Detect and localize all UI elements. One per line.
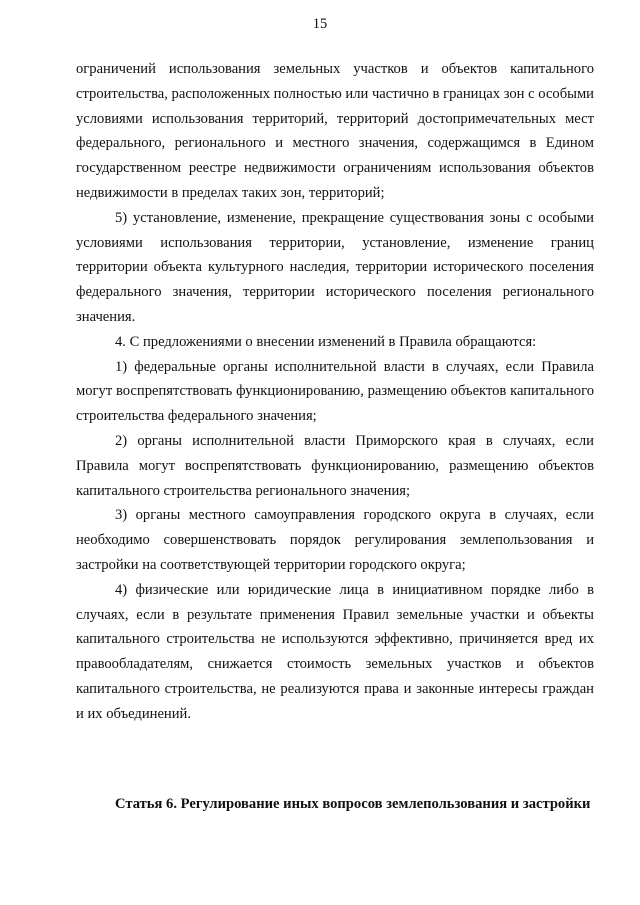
paragraph-item-5: 5) установление, изменение, прекращение существования зоны с особыми условиями использования территории, установление, изменение границ территории объекта культурного наследия, территории исторического поселения федерального значения, территории исторического поселения регионального значения. <box>76 209 594 325</box>
paragraph-item-1: 1) федеральные органы исполнительной власти в случаях, если Правила могут воспрепятствовать функционированию, размещению объектов капитального строительства федерального значения; <box>76 358 594 425</box>
paragraph-continuation: ограничений использования земельных участков и объектов капитального строительства, расположенных полностью или частично в границах зон с особыми условиями использования территорий, территорий достопримечательных мест федерального, регионального и местного значения, содержащимся в Едином государственном реестре недвижимости ограничениям использования объектов недвижимости в пределах таких зон, территорий; <box>76 61 594 201</box>
paragraph-section-4: 4. С предложениями о внесении изменений в Правила обращаются: <box>115 333 537 350</box>
paragraph-item-2: 2) органы исполнительной власти Приморского края в случаях, если Правила могут воспрепятствовать функционированию, размещению объектов капитального строительства регионального значения; <box>76 432 594 499</box>
paragraph-item-4: 4) физические или юридические лица в инициативном порядке либо в случаях, если в результате применения Правил земельные участки и объекты капитального строительства не используются эффективно, причиняется вред их правообладателям, снижается стоимость земельных участков и объектов капитального строительства, не реализуются права и законные интересы граждан и их объединений. <box>76 581 594 722</box>
paragraph-item-3: 3) органы местного самоуправления городского округа в случаях, если необходимо совершенствовать порядок регулирования землепользования и застройки на соответствующей территории городского округа; <box>76 507 594 573</box>
page-number: 15 <box>312 16 328 32</box>
article-heading: Статья 6. Регулирование иных вопросов землепользования и застройки <box>115 796 591 812</box>
document-body <box>76 57 594 727</box>
